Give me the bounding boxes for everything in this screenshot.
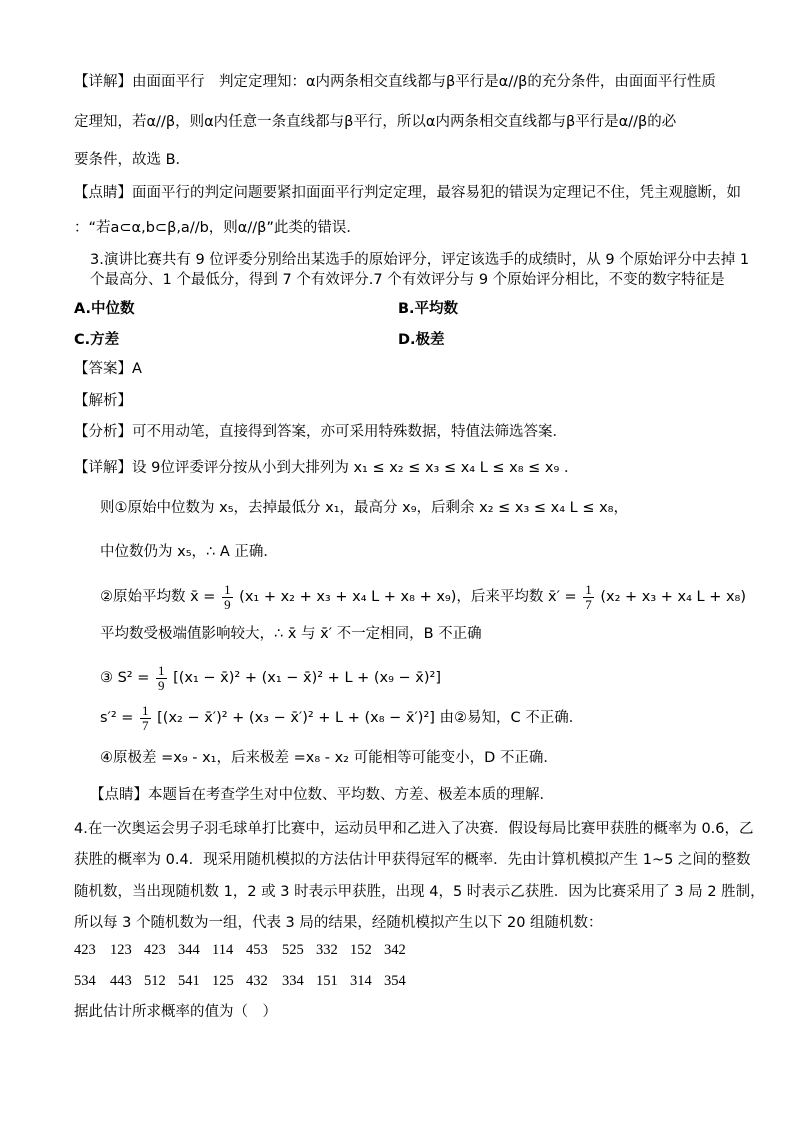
variance-part-2: [(x₁ − x̄)² + (x₁ − x̄)² + L + (x₉ − x̄)²] xyxy=(173,670,442,686)
random-number: 151 xyxy=(316,973,338,989)
question-4-line-4: 所以每 3 个随机数为一组，代表 3 局的结果，经随机模拟产生以下 20 组随机数： xyxy=(74,915,603,931)
fraction-one-ninth: $\frac{1}{9}$ xyxy=(224,581,231,612)
question-4-line-2: 获胜的概率为 0.4．现采用随机模拟的方法估计甲获得冠军的概率．先由计算机模拟产生 1~5 之间的整数 xyxy=(74,852,751,868)
question-4-line-1: 4.在一次奥运会男子羽毛球单打比赛中，运动员甲和乙进入了决赛．假设每局比赛甲获胜的概率为 0.6，乙 xyxy=(74,821,754,837)
analysis-heading: 【解析】 xyxy=(74,393,132,409)
detail-3-line-5: 平均数受极端值影响较大，∴ x̄ 与 x̄′ 不一定相同，B 不正确 xyxy=(100,626,482,642)
random-number: 314 xyxy=(350,973,372,989)
random-number: 453 xyxy=(246,942,268,958)
answer-line: 【答案】A xyxy=(74,361,142,377)
question-4-prompt: 据此估计所求概率的值为（ ） xyxy=(74,1004,277,1020)
dianjing-text-line-2: ：“若a⊂α,b⊂β,a//b，则α//β”此类的错误． xyxy=(74,220,361,236)
option-b: B.平均数 xyxy=(398,301,459,317)
option-d: D.极差 xyxy=(398,332,445,348)
variance-part-1: ③ S² = xyxy=(100,670,150,686)
mean-formula-part-2: (x₁ + x₂ + x₃ + x₄ L + x₈ + x₉)，后来平均数 x̄′ = xyxy=(239,589,577,605)
random-number: 525 xyxy=(282,942,304,958)
mean-formula-part-3: (x₂ + x₃ + x₄ L + x₈) xyxy=(600,589,747,605)
detail-text-line-1: 【详解】由面面平行 判定定理知：α内两条相交直线都与β平行是α//β的充分条件，由面面平行性质 xyxy=(74,74,716,90)
fraction-one-seventh: $\frac{1}{7}$ xyxy=(585,581,592,612)
random-number: 432 xyxy=(246,973,268,989)
question-3-line-2: 个最高分、1 个最低分，得到 7 个有效评分.7 个有效评分与 9 个原始评分相比，不变的数字特征是 xyxy=(90,272,725,288)
random-number: 332 xyxy=(316,942,338,958)
random-number: 342 xyxy=(384,942,406,958)
random-number: 334 xyxy=(282,973,304,989)
range-line: ④原极差 =x₉ - x₁，后来极差 =x₈ - x₂ 可能相等可能变小，D 不正确． xyxy=(100,750,558,766)
random-number: 534 xyxy=(74,973,96,989)
detail-3-line-1: 【详解】设 9位评委评分按从小到大排列为 x₁ ≤ x₂ ≤ x₃ ≤ x₄ L ≤ x₈ ≤ x₉ ． xyxy=(74,460,579,476)
random-number: 512 xyxy=(144,973,166,989)
variance-2-part-2: [(x₂ − x̄′)² + (x₃ − x̄′)² + L + (x₈ − x̄′)²] xyxy=(157,710,435,726)
mean-formula-line xyxy=(100,580,746,614)
detail-text-line-2: 定理知，若α//β，则α内任意一条直线都与β平行，所以α内两条相交直线都与β平行是α//β的必 xyxy=(74,114,677,130)
random-number: 125 xyxy=(212,973,234,989)
random-number: 443 xyxy=(110,973,132,989)
random-number: 423 xyxy=(74,942,96,958)
question-4-line-3: 随机数，当出现随机数 1，2 或 3 时表示甲获胜，出现 4，5 时表示乙获胜．因为比赛采用了 3 局 2 胜制， xyxy=(74,884,765,900)
dianjing-text-line-1: 【点睛】面面平行的判定问题要紧扣面面平行判定定理，最容易犯的错误为定理记不住，凭主观臆断，如 xyxy=(74,185,741,201)
variance-2-part-3: 由②易知，C 不正确． xyxy=(439,710,584,726)
random-number: 344 xyxy=(178,942,200,958)
random-number: 541 xyxy=(178,973,200,989)
random-number: 354 xyxy=(384,973,406,989)
mean-formula-part-1: ②原始平均数 x̄ = xyxy=(100,589,216,605)
variance-formula-line-1 xyxy=(100,660,441,696)
question-3-line-1: 3.演讲比赛共有 9 位评委分别给出某选手的原始评分，评定该选手的成绩时，从 9 个原始评分中去掉 1 xyxy=(90,252,750,268)
option-c: C.方差 xyxy=(74,332,120,348)
dianjing-3-line: 【点睛】本题旨在考查学生对中位数、平均数、方差、极差本质的理解． xyxy=(90,787,554,803)
variance-formula-line-2 xyxy=(100,700,583,736)
detail-text-line-3: 要条件，故选 B． xyxy=(74,152,191,168)
random-number: 152 xyxy=(350,942,372,958)
random-number: 123 xyxy=(110,942,132,958)
fenxi-line: 【分析】可不用动笔，直接得到答案，亦可采用特殊数据，特值法筛选答案． xyxy=(74,424,567,440)
option-a: A.中位数 xyxy=(74,301,135,317)
random-number: 114 xyxy=(212,942,234,958)
random-number: 423 xyxy=(144,942,166,958)
fraction-variance-seventh: $\frac{1}{7}$ xyxy=(142,702,149,733)
detail-3-line-2: 则①原始中位数为 x₅，去掉最低分 x₁，最高分 x₉，后剩余 x₂ ≤ x₃ ≤ x₄ L ≤ x₈， xyxy=(100,500,628,516)
detail-3-line-3: 中位数仍为 x₅，∴ A 正确． xyxy=(100,544,278,560)
variance-2-part-1: s′² = xyxy=(100,710,134,726)
fraction-variance-ninth: $\frac{1}{9}$ xyxy=(158,662,165,693)
